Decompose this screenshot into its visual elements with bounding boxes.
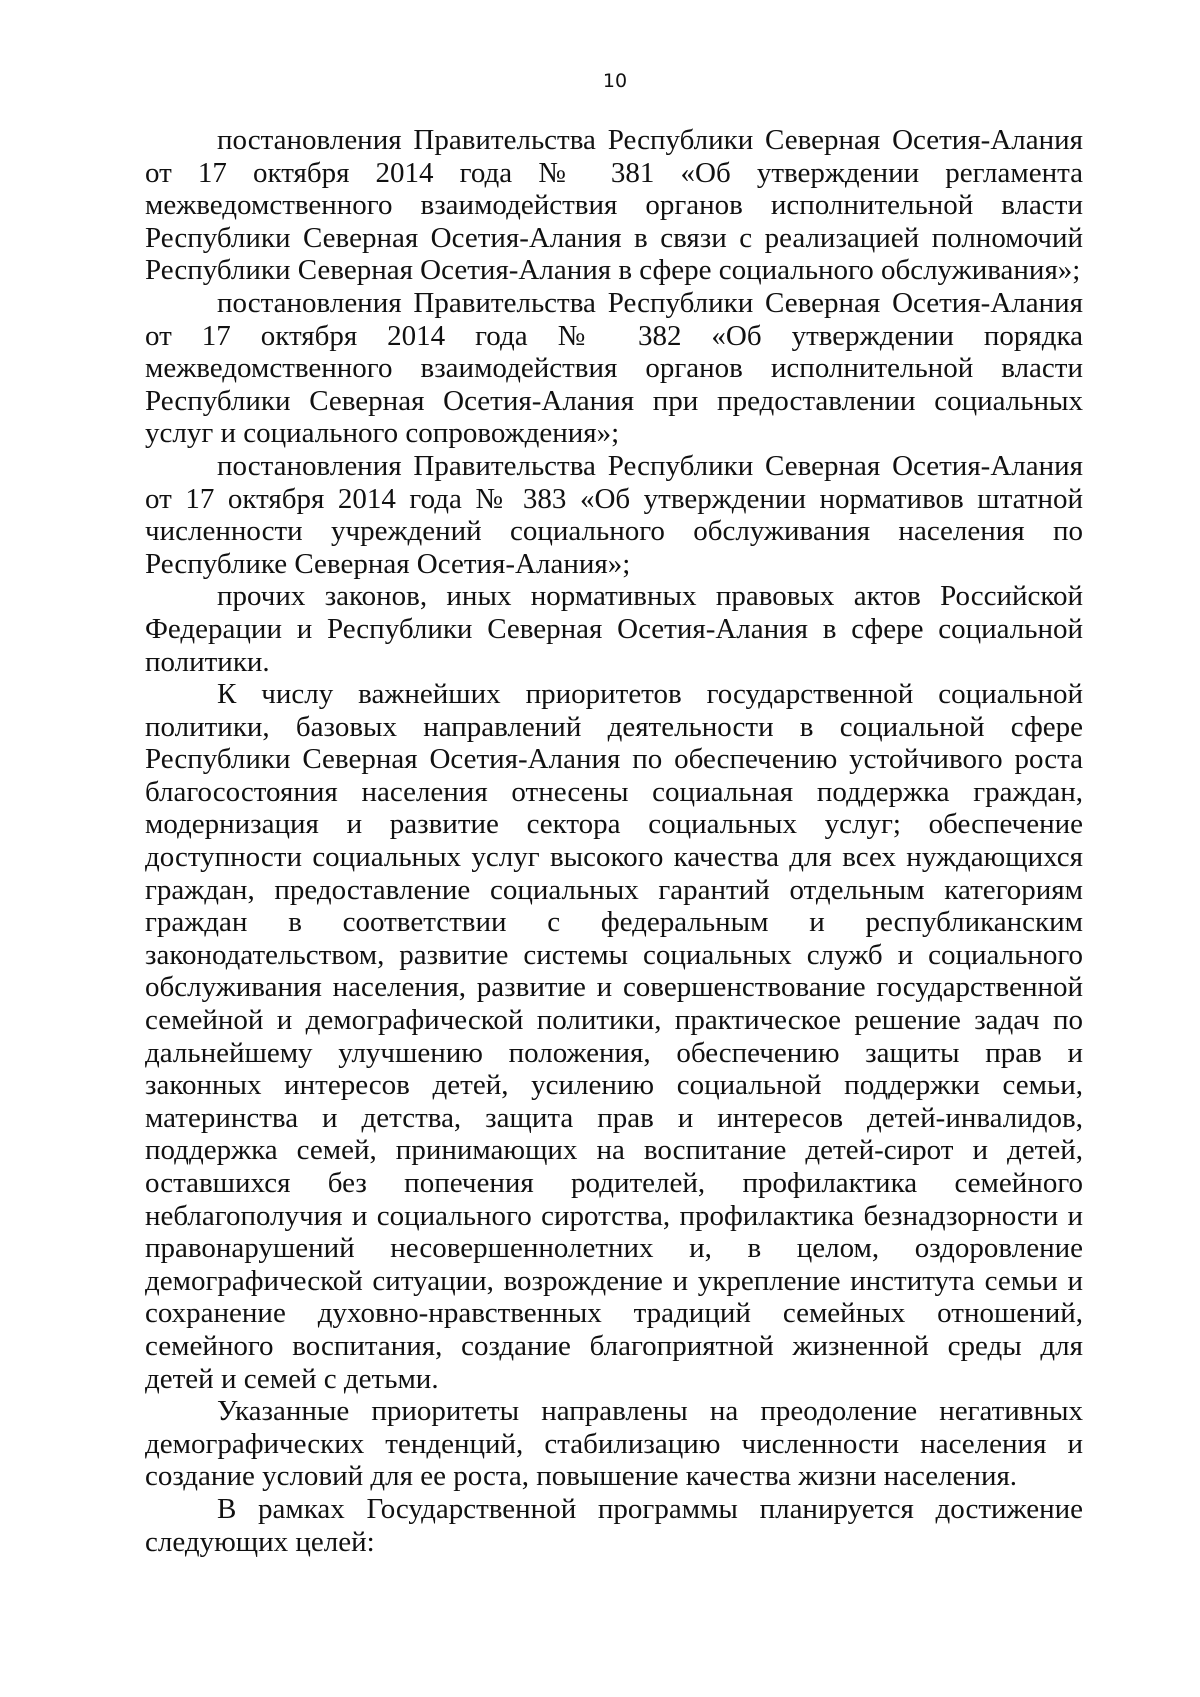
paragraph-priorities: К числу важнейших приоритетов государственной социальной политики, базовых направлений деятельности в социальной сфере Республики Северная Осетия-Алания по обеспечению устойчивого роста благосостояния населения отнесены социальная поддержка граждан, модернизация и развитие сектора социальных услуг; обеспечение доступности социальных услуг высокого качества для всех нуждающихся граждан, предоставление социальных гарантий отдельным категориям граждан в соответствии с федеральным и республиканским законодательством, развитие системы социальных служб и социального обслуживания населения, развитие и совершенствование государственной семейной и демографической политики, практическое решение задач по дальнейшему улучшению положения, обеспечению защиты прав и законных интересов детей, усилению социальной поддержки семьи, материнства и детства, защита прав и интересов детей-инвалидов, поддержка семей, принимающих на воспитание детей-сирот и детей, оставшихся без попечения родителей, профилактика семейного неблагополучия и социального сиротства, профилактика безнадзорности и правонарушений несовершеннолетних и, в целом, оздоровление демографической ситуации, возрождение и укрепление института семьи и сохранение духовно-нравственных традиций семейных отношений, семейного воспитания, создание благоприятной жизненной среды для детей и семей с детьми. xyxy=(145,678,1083,1395)
paragraph-other-laws: прочих законов, иных нормативных правовых актов Российской Федерации и Республики Северная Осетия-Алания в сфере социальной политики. xyxy=(145,580,1083,678)
document-body xyxy=(145,124,1083,1558)
paragraph-resolution-382: постановления Правительства Республики Северная Осетия-Алания от 17 октября 2014 года № 382 «Об утверждении порядка межведомственного взаимодействия органов исполнительной власти Республики Северная Осетия-Алания при предоставлении социальных услуг и социального сопровождения»; xyxy=(145,286,1083,450)
paragraph-resolution-383: постановления Правительства Республики Северная Осетия-Алания от 17 октября 2014 года № 383 «Об утверждении нормативов штатной численности учреждений социального обслуживания населения по Республике Северная Осетия-Алания»; xyxy=(145,449,1083,580)
paragraph-priorities-aim: Указанные приоритеты направлены на преодоление негативных демографических тенденций, стабилизацию численности населения и создание условий для ее роста, повышение качества жизни населения. xyxy=(145,1395,1083,1493)
page-number: 10 xyxy=(602,70,628,92)
paragraph-resolution-381: постановления Правительства Республики Северная Осетия-Алания от 17 октября 2014 года № 381 «Об утверждении регламента межведомственного взаимодействия органов исполнительной власти Республики Северная Осетия-Алания в связи с реализацией полномочий Республики Северная Осетия-Алания в сфере социального обслуживания»; xyxy=(145,124,1083,287)
paragraph-program-goals: В рамках Государственной программы планируется достижение следующих целей: xyxy=(145,1492,1083,1558)
